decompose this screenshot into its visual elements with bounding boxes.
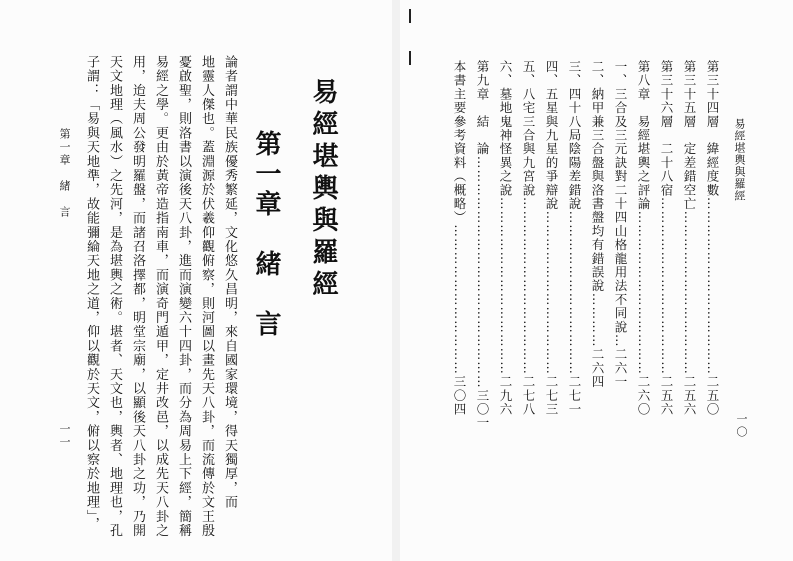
body-line: 子謂：「易與天地準，故能彌綸天地之道，仰以觀於天文，俯以察於地理」， (84, 55, 99, 532)
toc-entry: 第三十六層 二十八宿…………………………………二五六 (659, 60, 674, 417)
body-line: 易經之學。更由於黃帝造指南車，而演奇門遁甲，定井改邑，以成先天八卦之 (153, 55, 168, 538)
toc-entry: 第九章 結 論……………………………………………三〇一 (475, 60, 490, 430)
body-line: 用，迨夫周公發明羅盤，而諸召洛擇都，明堂宗廟，以顯後天八卦之功，乃開 (130, 55, 145, 538)
toc-entry: 五、八宅三合與九宮說…………………………………二七八 (521, 60, 536, 417)
toc-entry: 第三十五層 定差錯空亡………………………………二五六 (682, 60, 697, 417)
binding-mark (409, 9, 411, 23)
page-number: 一〇 (735, 413, 748, 439)
right-page (400, 0, 793, 561)
book-gutter (392, 0, 400, 561)
page-number: 一一 (58, 423, 71, 449)
footer-chapter: 第一章 緒 言 (58, 128, 71, 219)
toc-entry: 二、納甲兼三合盤與洛書盤均有錯誤說…………二六四 (590, 60, 605, 389)
body-line: 天文地理（風水）之先河，是為堪輿之術。堪者、天文也，輿者、地理也，孔 (107, 55, 122, 538)
body-line: 論者謂中華民族優秀繁延，文化悠久昌明，來自國家環境，得天獨厚，而 (222, 55, 237, 510)
body-line: 憂啟聖，則洛書以演後天八卦，進而演變六十四卦，而分為周易上下經，簡稱 (176, 55, 191, 538)
body-line: 地靈人傑也。蓋淵源於伏羲仰觀俯察，則河圖以畫先天八卦，而流傳於文王殷 (199, 55, 214, 538)
toc-entry: 四、五星與九星的爭辯說………………………………二七三 (544, 60, 559, 417)
toc-entry: 六、墓地鬼神怪異之說…………………………………二九六 (498, 60, 513, 417)
toc-entry: 第八章 易經堪輿之評論………………………………二六〇 (636, 60, 651, 417)
toc-entry: 三、四十八局陰陽差錯說………………………………二七一 (567, 60, 582, 417)
toc-entry: 第三十四層 緯經度數…………………………………二五〇 (705, 60, 720, 417)
running-head: 易經堪輿與羅經 (733, 118, 746, 202)
toc-entry: 一、三合及三元訣對二十四山格龍用法不同說…二六一 (613, 60, 628, 389)
chapter-title: 第一章 緒 言 (251, 130, 281, 340)
book-title: 易經堪輿與羅經 (308, 78, 338, 302)
left-page (0, 0, 392, 561)
binding-mark (409, 51, 411, 65)
toc-entry: 本書主要參考資料（概略）……………………………三〇四 (452, 60, 467, 417)
